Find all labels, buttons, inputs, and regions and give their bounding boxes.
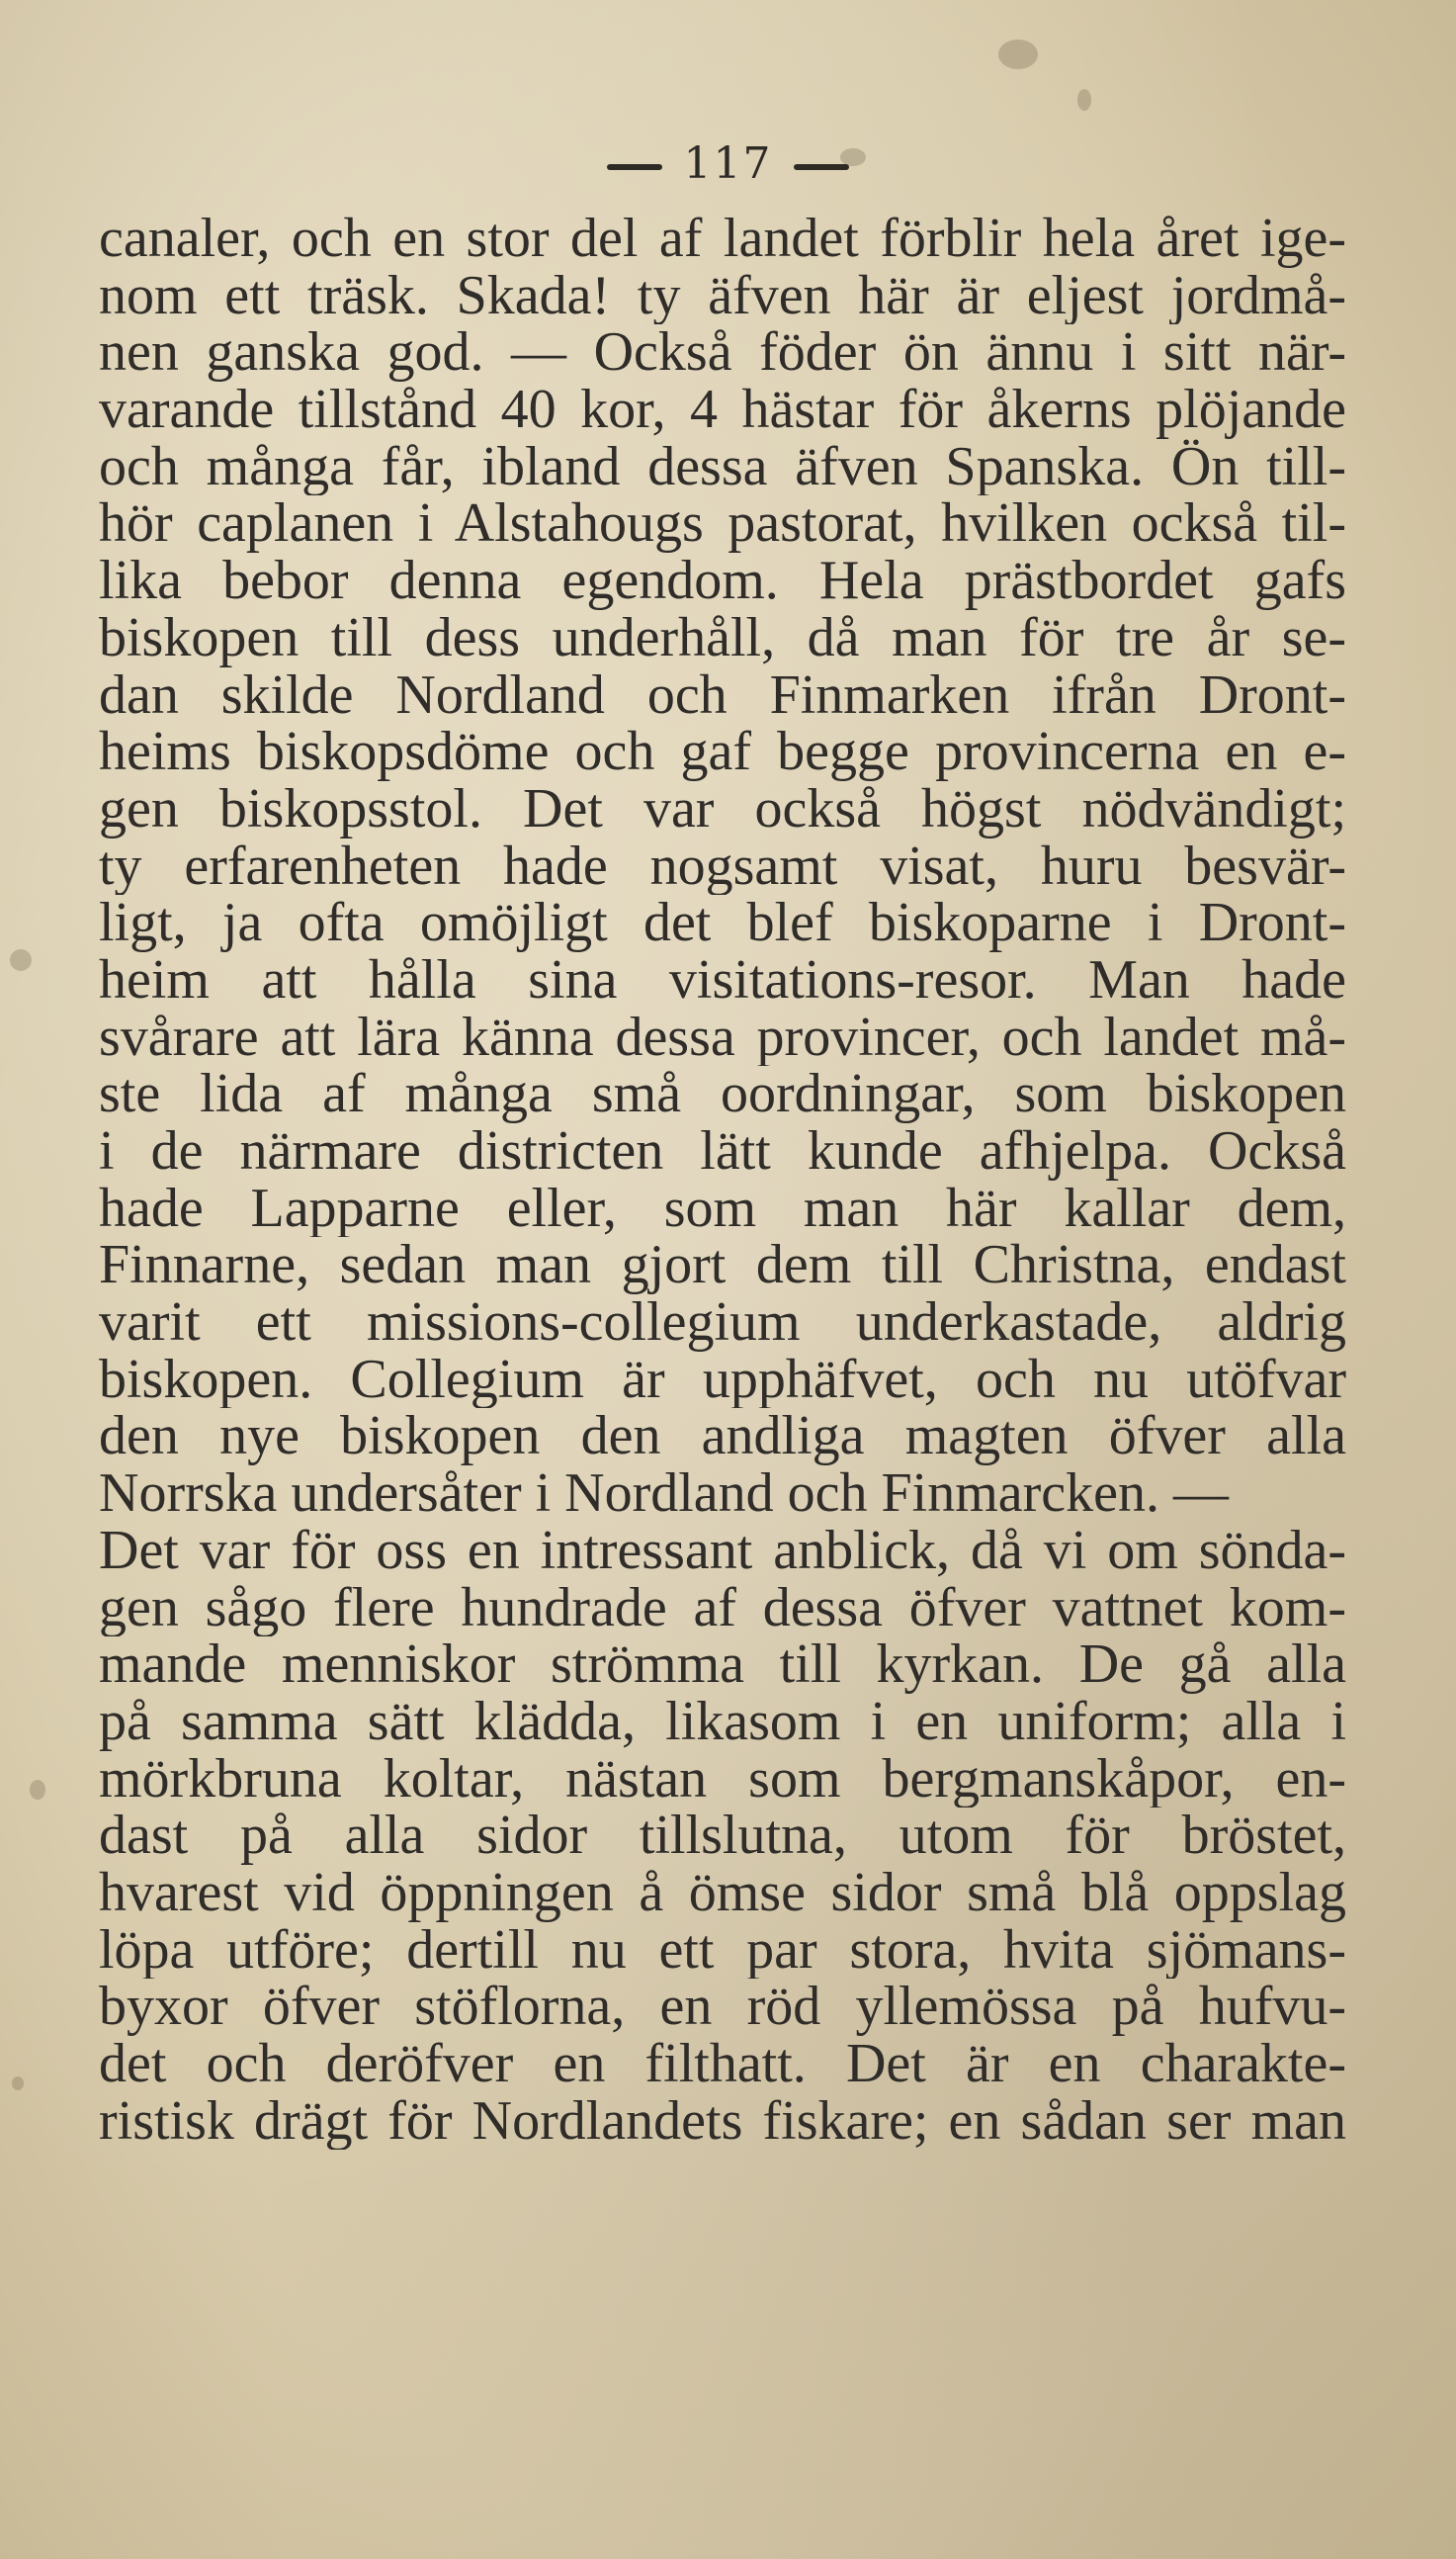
text-line: gen biskopsstol. Det var också högst nödvändigt;	[99, 780, 1346, 838]
text-line: mande menniskor strömma till kyrkan. De gå alla	[99, 1636, 1346, 1694]
text-line: heims biskopsdöme och gaf begge provincerna en e-	[99, 724, 1346, 781]
paper-stain	[10, 949, 32, 971]
text-line: nom ett träsk. Skada! ty äfven här är eljest jordmå-	[99, 267, 1346, 325]
text-line: i de närmare districten lätt kunde afhjelpa. Också	[99, 1123, 1346, 1181]
header-dash-left	[607, 164, 662, 170]
text-line: varit ett missions-collegium underkastade, aldrig	[99, 1294, 1346, 1352]
text-line: Det var för oss en intressant anblick, då vi om sönda-	[99, 1522, 1346, 1580]
body-text	[99, 211, 1346, 2150]
text-line: canaler, och en stor del af landet förblir hela året ige-	[99, 211, 1346, 268]
text-line: gen sågo flere hundrade af dessa öfver vattnet kom-	[99, 1579, 1346, 1637]
text-line: biskopen till dess underhåll, då man för tre år se-	[99, 609, 1346, 667]
text-line: biskopen. Collegium är upphäfvet, och nu utöfvar	[99, 1351, 1346, 1409]
text-line: hvarest vid öppningen å ömse sidor små blå oppslag	[99, 1864, 1346, 1922]
text-line: dast på alla sidor tillslutna, utom för bröstet,	[99, 1808, 1346, 1865]
page-header	[0, 138, 1456, 189]
text-line: nen ganska god. — Också föder ön ännu i sitt när-	[99, 324, 1346, 383]
text-line: byxor öfver stöflorna, en röd yllemössa på hufvu-	[99, 1979, 1346, 2036]
text-line: på samma sätt klädda, likasom i en uniform; alla i	[99, 1693, 1346, 1751]
text-line: heim att hålla sina visitations-resor. Man hade	[99, 951, 1346, 1010]
text-line: ste lida af många små oordningar, som biskopen	[99, 1066, 1346, 1123]
paper-stain	[998, 40, 1038, 69]
text-line: och många får, ibland dessa äfven Spanska. Ön till-	[99, 438, 1346, 496]
text-line: ristisk drägt för Nordlandets fiskare; en sådan ser man	[99, 2092, 1346, 2151]
text-line: mörkbruna koltar, nästan som bergmanskåpor, en-	[99, 1750, 1346, 1809]
paper-stain	[30, 1780, 45, 1800]
text-line: lika bebor denna egendom. Hela prästbordet gafs	[99, 553, 1346, 610]
text-line: ty erfarenheten hade nogsamt visat, huru besvär-	[99, 838, 1346, 896]
paper-stain	[12, 2076, 24, 2090]
text-line: hör caplanen i Alstahougs pastorat, hvilken också til-	[99, 495, 1346, 554]
text-line: den nye biskopen den andliga magten öfver alla	[99, 1408, 1346, 1466]
text-line: ligt, ja ofta omöjligt det blef biskoparne i Dront-	[99, 895, 1346, 952]
text-line: varande tillstånd 40 kor, 4 hästar för åkerns plöjande	[99, 382, 1346, 439]
text-line: löpa utföre; dertill nu ett par stora, hvita sjömans-	[99, 1921, 1346, 1980]
header-dash-right	[794, 164, 849, 170]
text-line: det och deröfver en filthatt. Det är en charakte-	[99, 2036, 1346, 2093]
text-line: dan skilde Nordland och Finmarken ifrån Dront-	[99, 666, 1346, 725]
text-line: Finnarne, sedan man gjort dem till Christna, endast	[99, 1237, 1346, 1295]
text-line: Norrska undersåter i Nordland och Finmarcken. —	[99, 1465, 1229, 1523]
text-line: hade Lapparne eller, som man här kallar dem,	[99, 1180, 1346, 1238]
paper-stain	[1077, 89, 1091, 111]
page-number: 117	[683, 138, 773, 189]
text-line: svårare att lära känna dessa provincer, och landet må-	[99, 1009, 1346, 1067]
